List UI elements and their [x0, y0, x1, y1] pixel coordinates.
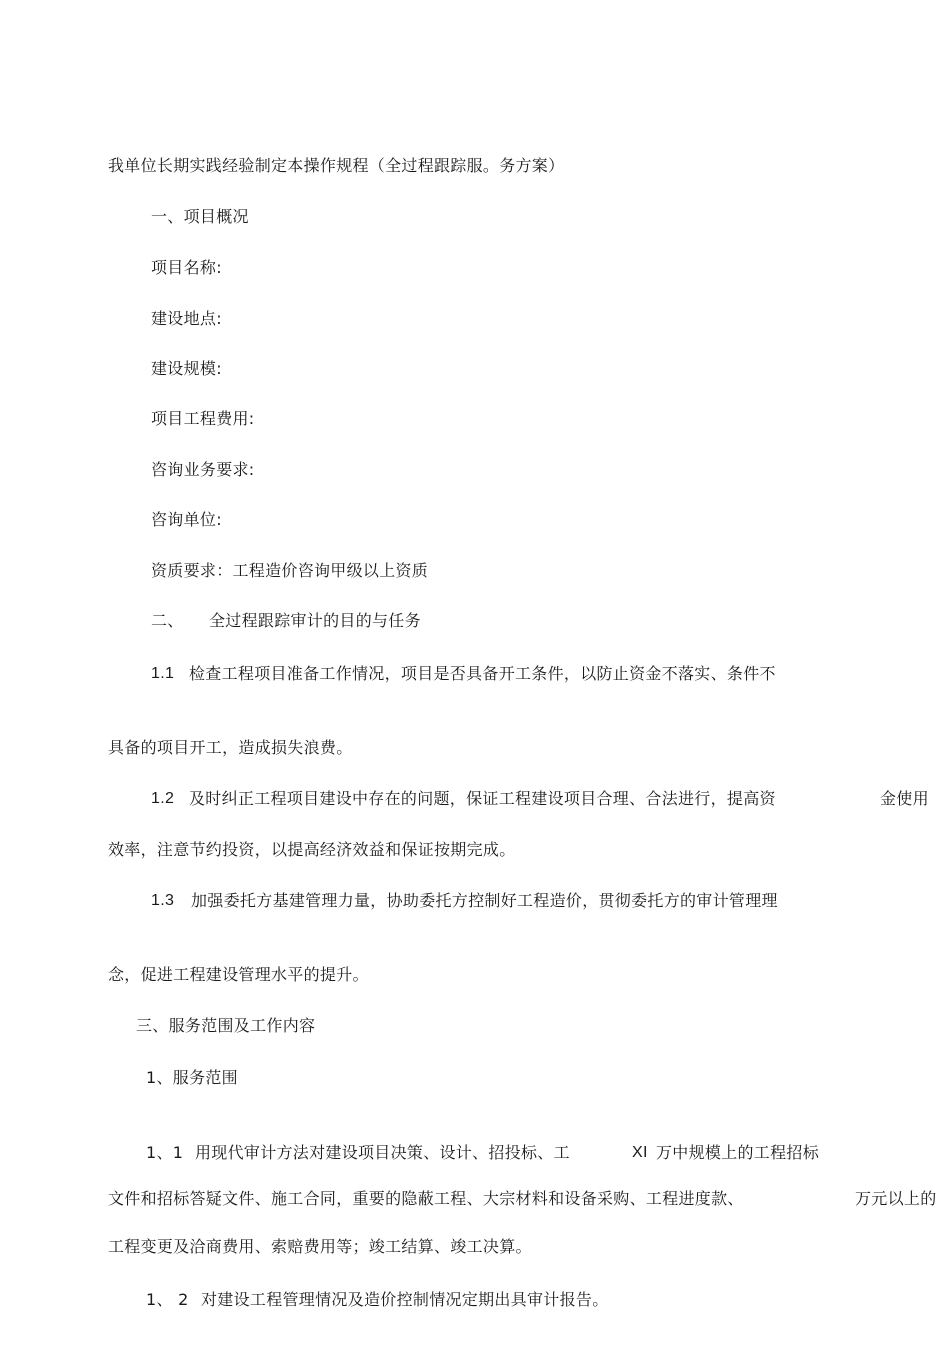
- para-1-1-line-2: 具备的项目开工，造成损失浪费。: [108, 738, 353, 757]
- para-3-1-1-number: 1、1: [146, 1143, 184, 1162]
- field-cost: 项目工程费用:: [151, 409, 255, 428]
- section-2-number: 二、: [151, 611, 184, 630]
- field-location: 建设地点:: [151, 309, 222, 328]
- para-1-1-line-1: 检查工程项目准备工作情况，项目是否具备开工条件，以防止资金不落实、条件不: [189, 664, 776, 683]
- para-3-1-1-line-2-tail: 万元以上的: [855, 1189, 937, 1208]
- para-3-1-2-line-1: 对建设工程管理情况及造价控制情况定期出具审计报告。: [201, 1290, 609, 1309]
- field-consult-requirement: 咨询业务要求:: [151, 460, 255, 479]
- para-1-1-number: 1.1: [151, 665, 175, 682]
- section-2-title: 全过程跟踪审计的目的与任务: [209, 611, 421, 630]
- para-3-1-1-line-2: 文件和招标答疑文件、施工合同，重要的隐蔽工程、大宗材料和设备采购、工程进度款、: [108, 1189, 744, 1208]
- section-1-heading: 一、项目概况: [151, 207, 249, 226]
- para-3-1-1-mark: XI: [632, 1144, 648, 1161]
- para-1-3-line-2: 念，促进工程建设管理水平的提升。: [108, 965, 369, 984]
- para-3-1-1-line-1-tail: 万中规模上的工程招标: [656, 1143, 820, 1162]
- para-3-1-1-line-1: 用现代审计方法对建设项目决策、设计、招投标、工: [195, 1143, 570, 1162]
- para-1-2-line-2: 效率，注意节约投资，以提高经济效益和保证按期完成。: [108, 840, 516, 859]
- section-3-1-heading: 1、服务范围: [146, 1068, 238, 1087]
- field-consult-unit: 咨询单位:: [151, 510, 222, 529]
- para-1-2-line-1: 及时纠正工程项目建设中存在的问题，保证工程建设项目合理、合法进行，提高资: [189, 789, 776, 808]
- field-qualification: 资质要求：工程造价咨询甲级以上资质: [151, 561, 429, 580]
- field-project-name: 项目名称:: [151, 258, 222, 277]
- para-1-2-line-1-tail: 金使用: [880, 789, 929, 808]
- para-3-1-1-line-3: 工程变更及洽商费用、索赔费用等；竣工结算、竣工决算。: [108, 1237, 532, 1256]
- intro-line: 我单位长期实践经验制定本操作规程（全过程跟踪服。务方案）: [108, 156, 565, 175]
- para-3-1-2-number: 1、 2: [146, 1290, 189, 1309]
- field-scale: 建设规模:: [151, 359, 222, 378]
- section-3-heading: 三、服务范围及工作内容: [136, 1016, 316, 1035]
- para-1-3-line-1: 加强委托方基建管理力量，协助委托方控制好工程造价，贯彻委托方的审计管理理: [191, 891, 778, 910]
- para-1-3-number: 1.3: [151, 892, 175, 909]
- para-1-2-number: 1.2: [151, 790, 175, 807]
